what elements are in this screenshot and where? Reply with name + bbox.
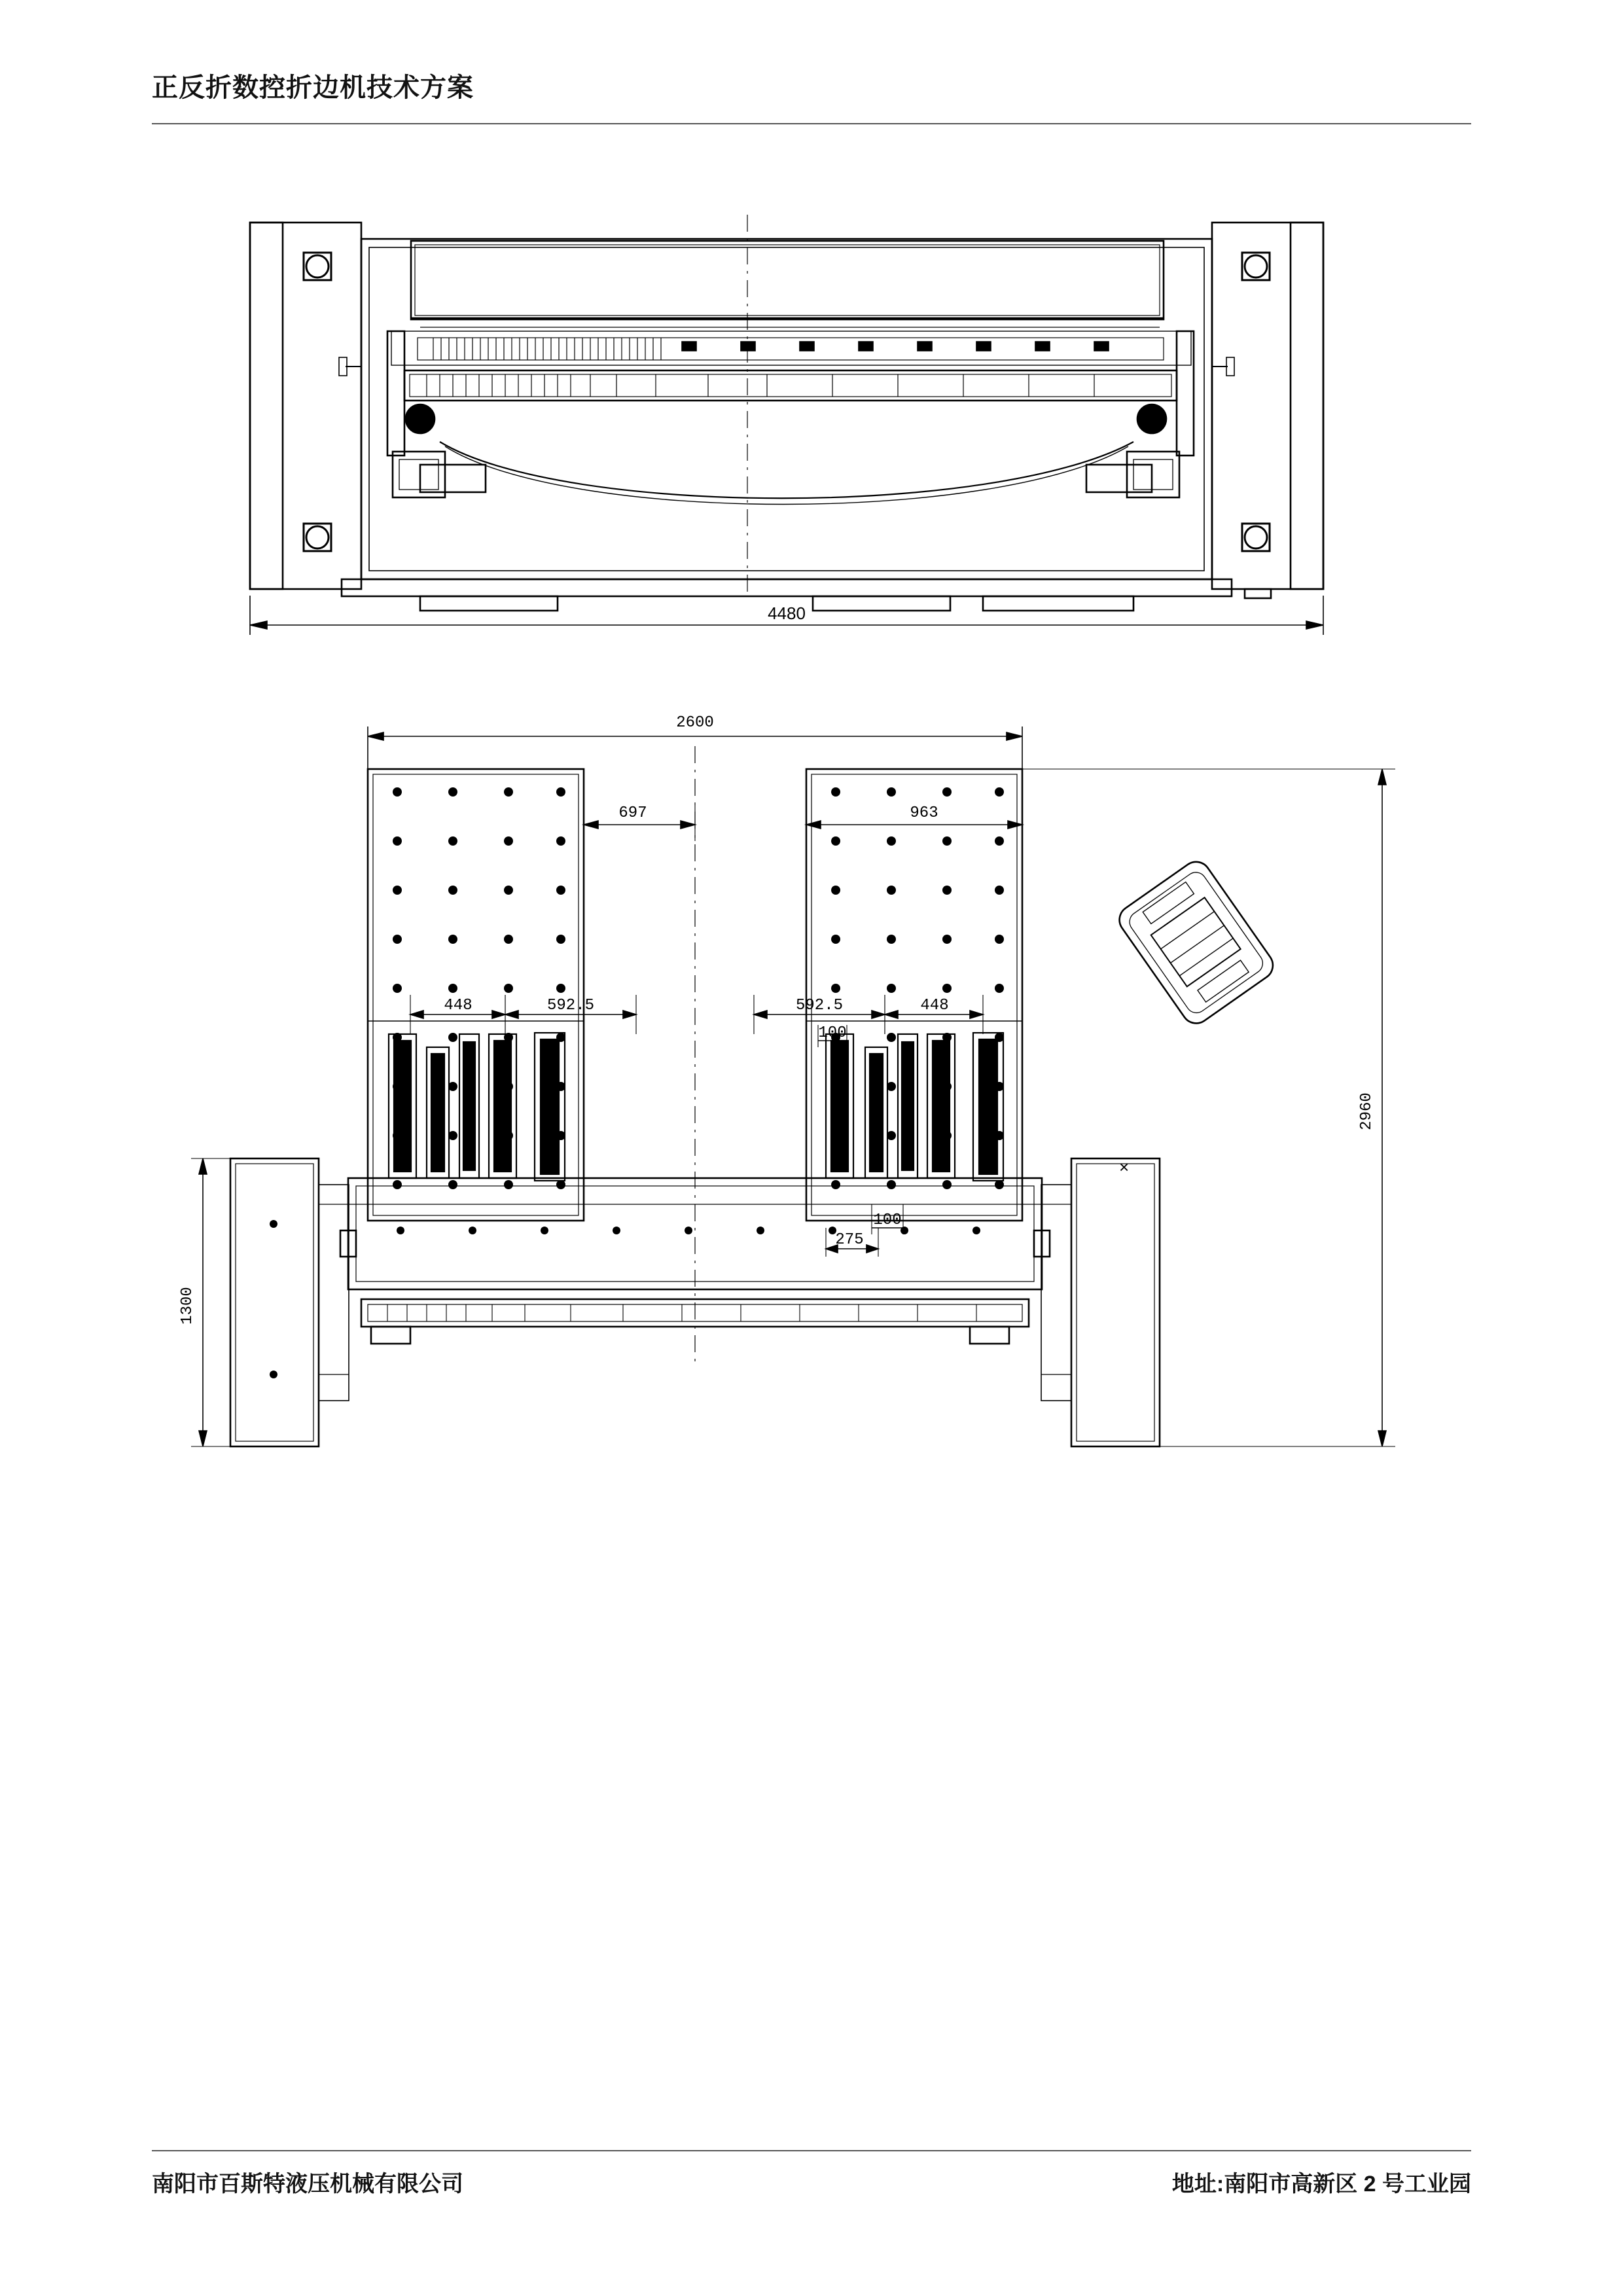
dimension-plan-small-bottom: 100 xyxy=(873,1211,902,1229)
front-elevation-figure xyxy=(224,203,1349,661)
plan-view-figure xyxy=(152,707,1471,1590)
dimension-plan-right-offset: 963 xyxy=(910,804,938,822)
dimension-plan-base-offset: 275 xyxy=(835,1231,864,1249)
dimension-plan-small-top: 100 xyxy=(818,1024,847,1042)
svg-text:×: × xyxy=(1119,1157,1130,1177)
footer-address: 地址:南阳市高新区 2 号工业园 xyxy=(1171,2172,1471,2197)
document-header xyxy=(152,72,1471,124)
dimension-plan-side-height: 1300 xyxy=(179,1287,196,1325)
dimension-plan-overall-depth: 2960 xyxy=(1358,1092,1376,1130)
footer-company: 南阳市百斯特液压机械有限公司 xyxy=(152,2172,463,2197)
dimension-plan-left-inner: 448 xyxy=(444,997,473,1014)
technical-drawings xyxy=(152,164,1471,2094)
dimension-plan-right-mid: 592.5 xyxy=(795,997,844,1014)
dimension-front-overall-width: 4480 xyxy=(768,603,806,623)
footer-divider xyxy=(152,2150,1471,2151)
document-footer xyxy=(152,2150,1471,2198)
dimension-plan-overall-width: 2600 xyxy=(676,714,714,732)
dimension-plan-left-mid: 592.5 xyxy=(546,997,595,1014)
dimension-plan-left-offset: 697 xyxy=(618,804,647,822)
header-divider xyxy=(152,123,1471,124)
dimension-plan-right-inner: 448 xyxy=(920,997,949,1014)
page-title: 正反折数控折边机技术方案 xyxy=(152,73,474,102)
